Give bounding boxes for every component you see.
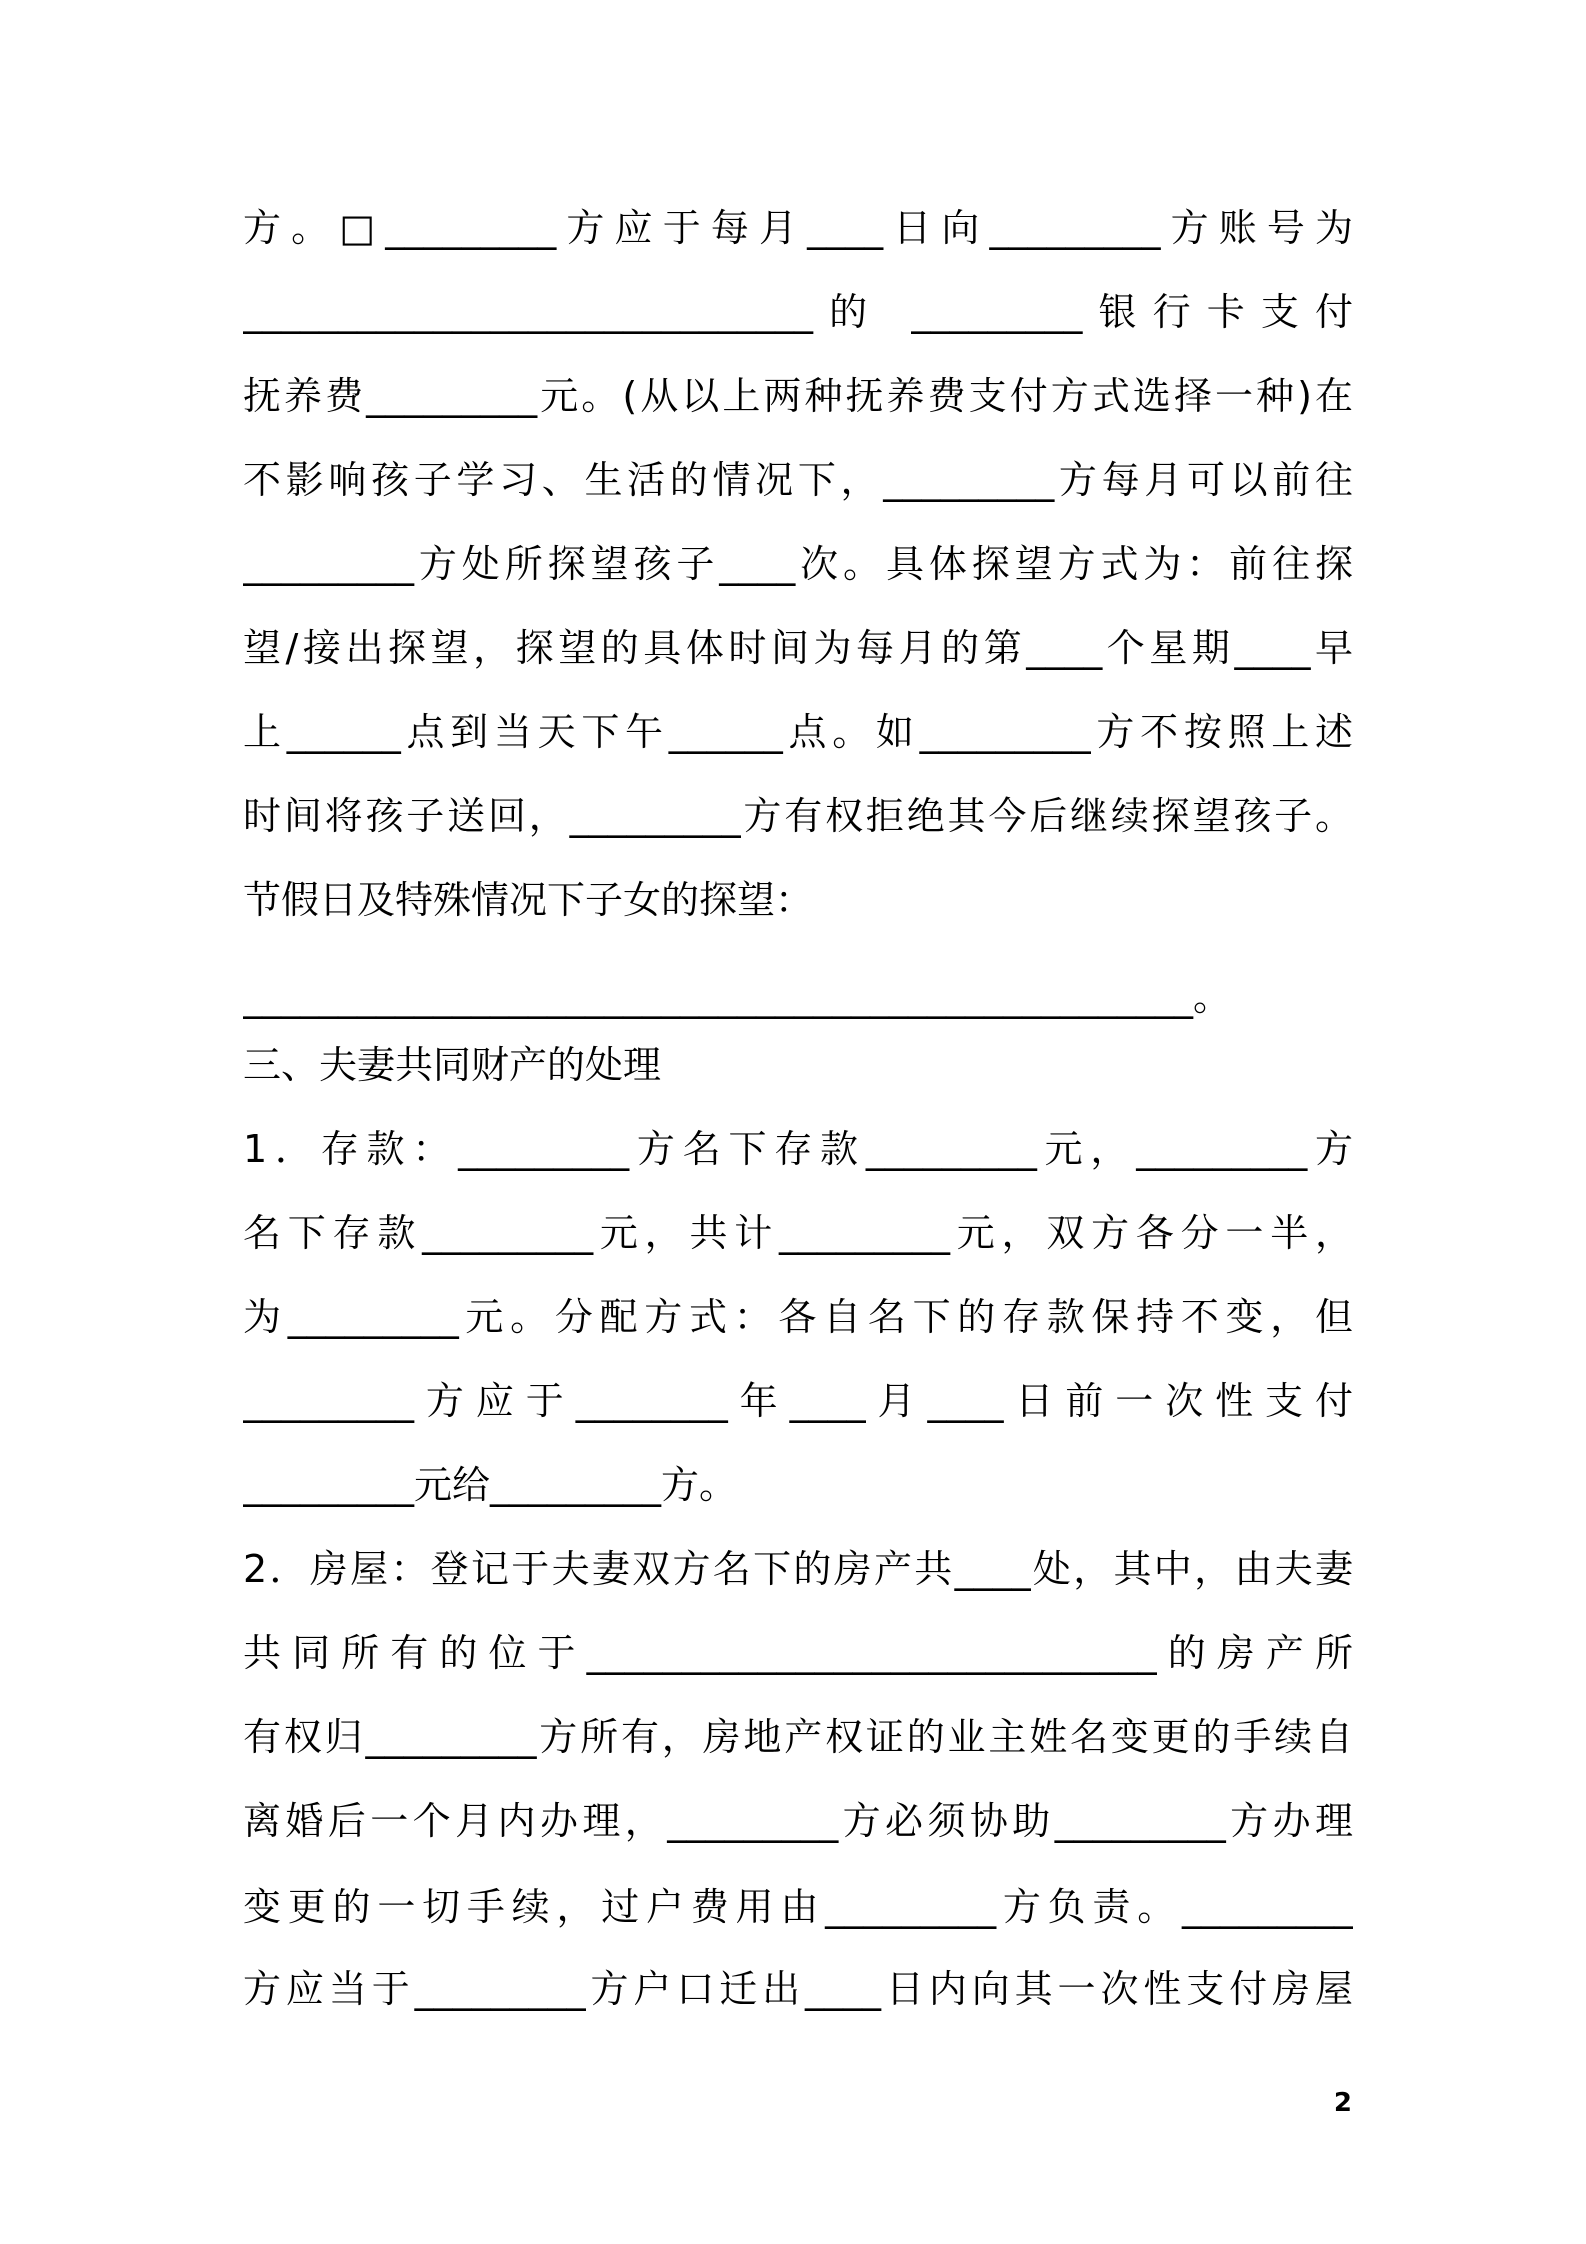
text-line: 抚养费_________元。(从以上两种抚养费支付方式选择一种)在 <box>243 374 1353 418</box>
text-line: 为_________元。分配方式：各自名下的存款保持不变，但 <box>243 1295 1353 1339</box>
text-line: 上______点到当天下午______点。如_________方不按照上述 <box>243 710 1353 754</box>
text-line: _________元给_________方。 <box>243 1463 738 1507</box>
text-line: 共同所有的位于______________________________的房产所 <box>243 1631 1353 1675</box>
text-line: 方应当于_________方户口迁出____日内向其一次性支付房屋 <box>243 1967 1353 2011</box>
text-line: _________方处所探望孩子____次。具体探望方式为：前往探 <box>243 542 1353 586</box>
text-line: 望/接出探望，探望的具体时间为每月的第____个星期____早 <box>243 626 1353 670</box>
text-line: 1．存款：_________方名下存款_________元，_________方 <box>243 1127 1353 1171</box>
text-line: 2．房屋：登记于夫妻双方名下的房产共____处，其中，由夫妻 <box>243 1547 1353 1591</box>
text-line: __________________________________________________。 <box>243 975 1232 1019</box>
text-line: 节假日及特殊情况下子女的探望： <box>243 878 814 922</box>
text-line: 不影响孩子学习、生活的情况下，_________方每月可以前往 <box>243 458 1353 502</box>
text-line: 方。□_________方应于每月____日向_________方账号为 <box>243 206 1353 250</box>
text-line: 名下存款_________元，共计_________元，双方各分一半， <box>243 1211 1353 1255</box>
text-line: _________方应于________年____月____日前一次性支付 <box>243 1379 1353 1423</box>
section-heading: 三、夫妻共同财产的处理 <box>243 1043 662 1087</box>
text-line: ______________________________的 _________银行卡支付 <box>243 290 1353 334</box>
page-number: 2 <box>1333 2088 1352 2118</box>
text-line: 离婚后一个月内办理，_________方必须协助_________方办理 <box>243 1799 1353 1843</box>
text-line: 变更的一切手续，过户费用由_________方负责。_________ <box>243 1885 1353 1929</box>
text-line: 有权归_________方所有，房地产权证的业主姓名变更的手续自 <box>243 1715 1353 1759</box>
text-line: 时间将孩子送回，_________方有权拒绝其今后继续探望孩子。 <box>243 794 1353 838</box>
